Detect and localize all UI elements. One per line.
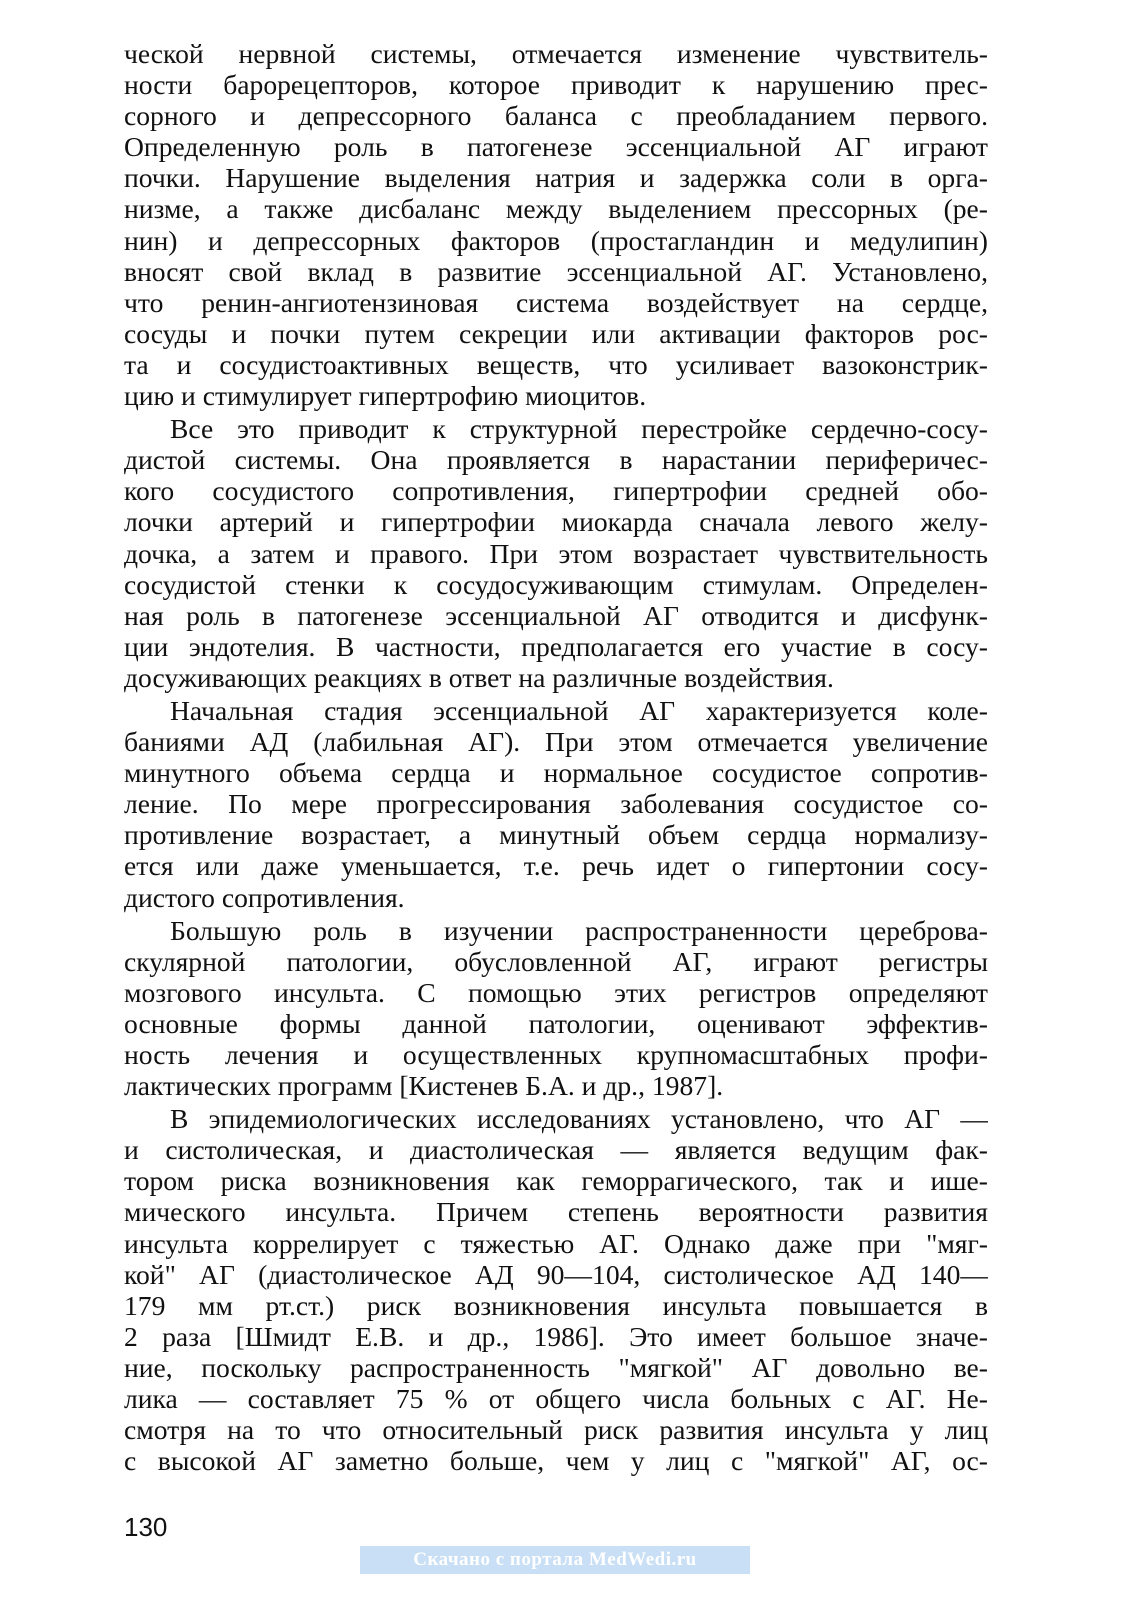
text-line: Большую роль в изучении распространенности цереброва-	[170, 914, 988, 946]
text-line: Все это приводит к структурной перестройке сердечно-сосу-	[170, 413, 988, 445]
paragraph	[124, 1103, 988, 1476]
text-line: основные формы данной патологии, оценивают эффектив-	[124, 1007, 988, 1039]
text-line: ная роль в патогенезе эссенциальной АГ отводится и дисфунк-	[124, 599, 988, 631]
text-line: та и сосудистоактивных веществ, что усиливает вазоконстрик-	[124, 348, 988, 380]
text-line: тором риска возникновения как геморрагического, так и ише-	[124, 1165, 988, 1197]
text-line: что ренин-ангиотензиновая система воздействует на сердце,	[124, 286, 988, 318]
text-line: ции эндотелия. В частности, предполагается его участие в сосу-	[124, 630, 988, 662]
text-line: 2 раза [Шмидт Е.В. и др., 1986]. Это имеет большое значе-	[124, 1320, 988, 1352]
text-line: ности барорецепторов, которое приводит к нарушению прес-	[124, 69, 988, 101]
text-line: ление. По мере прогрессирования заболевания сосудистое со-	[124, 788, 988, 820]
text-line: лика — составляет 75 % от общего числа больных с АГ. Не-	[124, 1383, 988, 1415]
paragraph	[124, 413, 988, 693]
text-line: досуживающих реакциях в ответ на различные воздействия.	[124, 661, 834, 693]
text-line: сорного и депрессорного баланса с преобладанием первого.	[124, 100, 988, 132]
text-line: почки. Нарушение выделения натрия и задержка соли в орга-	[124, 162, 988, 194]
text-line: и систолическая, и диастолическая — является ведущим фак-	[124, 1134, 988, 1166]
text-line: цию и стимулирует гипертрофию миоцитов.	[124, 380, 647, 412]
text-line: ние, поскольку распространенность "мягкой" АГ довольно ве-	[124, 1351, 988, 1383]
text-line: лактических программ [Кистенев Б.А. и др., 1987].	[124, 1070, 724, 1102]
paragraph	[124, 38, 988, 411]
text-line: сосуды и почки путем секреции или активации факторов рос-	[124, 317, 988, 349]
text-line: скулярной патологии, обусловленной АГ, играют регистры	[124, 945, 988, 977]
text-line: вносят свой вклад в развитие эссенциальной АГ. Установлено,	[124, 255, 988, 287]
paragraph	[124, 915, 988, 1102]
text-line: дистой системы. Она проявляется в нарастании периферичес-	[124, 444, 988, 476]
text-line: ческой нервной системы, отмечается изменение чувствитель-	[124, 38, 988, 69]
text-line: минутного объема сердца и нормальное сосудистое сопротив-	[124, 757, 988, 789]
text-line: мозгового инсульта. С помощью этих регистров определяют	[124, 976, 988, 1008]
watermark-banner: Скачано с портала MedWedi.ru	[360, 1546, 750, 1574]
text-line: сосудистой стенки к сосудосуживающим стимулам. Определен-	[124, 568, 988, 600]
page-body	[124, 38, 988, 1498]
text-line: баниями АД (лабильная АГ). При этом отмечается увеличение	[124, 726, 988, 758]
text-line: с высокой АГ заметно больше, чем у лиц с "мягкой" АГ, ос-	[124, 1445, 988, 1477]
text-line: смотря на то что относительный риск развития инсульта у лиц	[124, 1414, 988, 1446]
page-number: 130	[124, 1512, 168, 1542]
paragraph	[124, 695, 988, 913]
text-line: Определенную роль в патогенезе эссенциальной АГ играют	[124, 131, 988, 163]
text-line: кой" АГ (диастолическое АД 90—104, систолическое АД 140—	[124, 1258, 988, 1290]
text-line: 179 мм рт.ст.) риск возникновения инсульта повышается в	[124, 1289, 988, 1321]
text-line: кого сосудистого сопротивления, гипертрофии средней обо-	[124, 475, 988, 507]
text-line: Начальная стадия эссенциальной АГ характеризуется коле-	[170, 694, 988, 726]
text-line: дистого сопротивления.	[124, 881, 405, 913]
text-line: мического инсульта. Причем степень вероятности развития	[124, 1196, 988, 1228]
text-line: ность лечения и осуществленных крупномасштабных профи-	[124, 1039, 988, 1070]
text-line: нин) и депрессорных факторов (простагландин и медулипин)	[124, 224, 988, 256]
text-line: инсульта коррелирует с тяжестью АГ. Однако даже при "мяг-	[124, 1227, 988, 1259]
text-line: В эпидемиологических исследованиях установлено, что АГ —	[170, 1103, 988, 1135]
text-line: дочка, а затем и правого. При этом возрастает чувствительность	[124, 537, 988, 569]
text-line: низме, а также дисбаланс между выделением прессорных (ре-	[124, 193, 988, 225]
text-line: лочки артерий и гипертрофии миокарда сначала левого желу-	[124, 506, 988, 538]
text-line: ется или даже уменьшается, т.е. речь идет о гипертонии сосу-	[124, 850, 988, 882]
text-line: противление возрастает, а минутный объем сердца нормализу-	[124, 819, 988, 851]
